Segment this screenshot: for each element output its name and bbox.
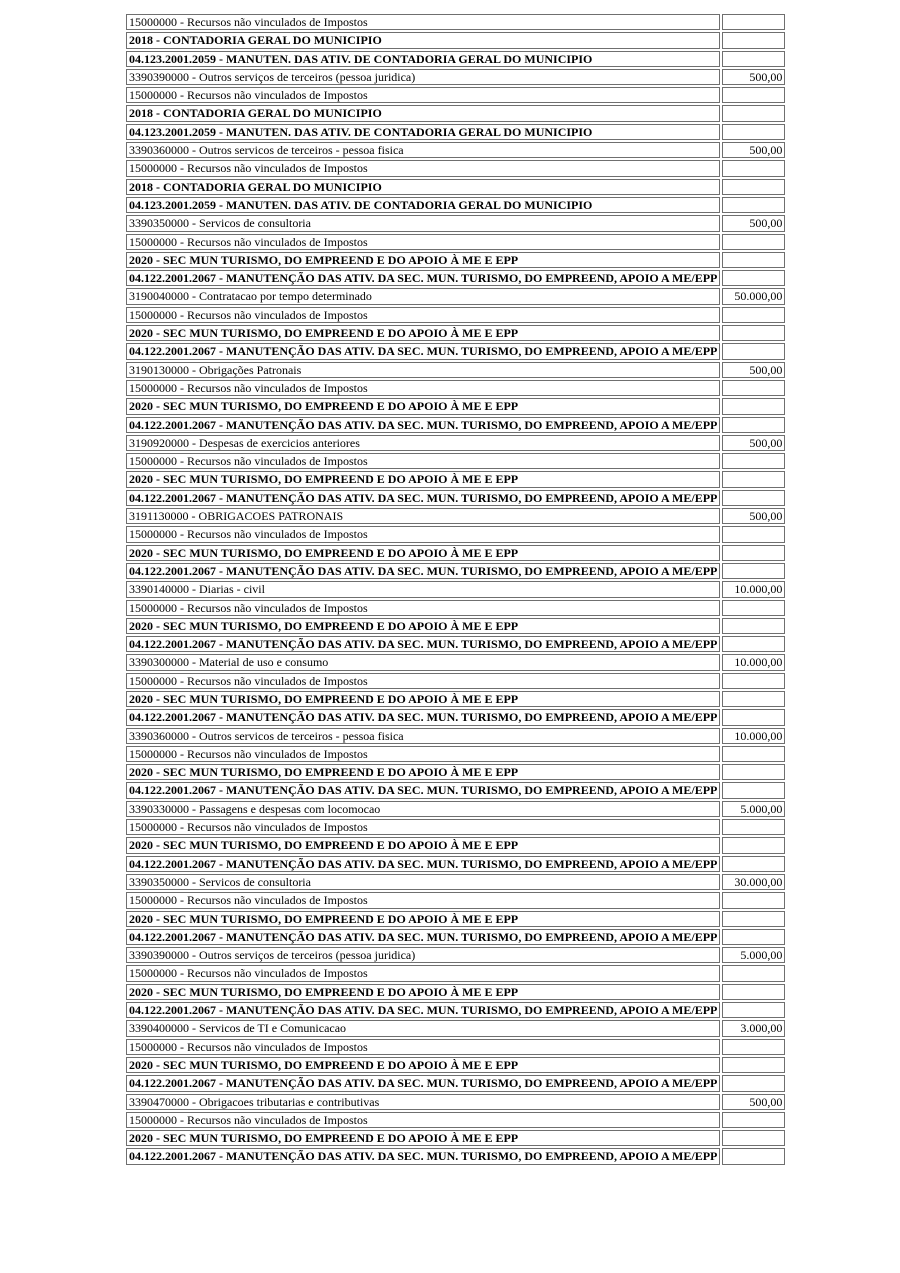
value-cell (722, 837, 785, 853)
description-cell: 2020 - SEC MUN TURISMO, DO EMPREEND E DO APOIO À ME E EPP (126, 764, 720, 780)
table-row (126, 1020, 785, 1036)
table-row-group-header (126, 398, 785, 414)
description-cell: 04.122.2001.2067 - MANUTENÇÃO DAS ATIV. DA SEC. MUN. TURISMO, DO EMPREEND, APOIO A ME/EPP (126, 1002, 720, 1018)
value-cell: 10.000,00 (722, 581, 785, 597)
table-row (126, 14, 785, 30)
description-cell: 04.122.2001.2067 - MANUTENÇÃO DAS ATIV. DA SEC. MUN. TURISMO, DO EMPREEND, APOIO A ME/EPP (126, 929, 720, 945)
value-cell (722, 709, 785, 725)
description-cell: 15000000 - Recursos não vinculados de Impostos (126, 14, 720, 30)
description-cell: 04.122.2001.2067 - MANUTENÇÃO DAS ATIV. DA SEC. MUN. TURISMO, DO EMPREEND, APOIO A ME/EPP (126, 856, 720, 872)
value-cell (722, 160, 785, 176)
table-row-group-header (126, 782, 785, 798)
table-row-group-header (126, 1057, 785, 1073)
description-cell: 04.122.2001.2067 - MANUTENÇÃO DAS ATIV. DA SEC. MUN. TURISMO, DO EMPREEND, APOIO A ME/EPP (126, 490, 720, 506)
description-cell: 15000000 - Recursos não vinculados de Impostos (126, 673, 720, 689)
table-row (126, 380, 785, 396)
value-cell (722, 1039, 785, 1055)
value-cell (722, 965, 785, 981)
table-row (126, 892, 785, 908)
table-row (126, 453, 785, 469)
value-cell (722, 307, 785, 323)
table-row (126, 1112, 785, 1128)
value-cell (722, 563, 785, 579)
description-cell: 04.123.2001.2059 - MANUTEN. DAS ATIV. DE CONTADORIA GERAL DO MUNICIPIO (126, 124, 720, 140)
value-cell (722, 618, 785, 634)
description-cell: 3390330000 - Passagens e despesas com locomocao (126, 801, 720, 817)
value-cell: 3.000,00 (722, 1020, 785, 1036)
table-row (126, 728, 785, 744)
value-cell (722, 691, 785, 707)
table-row-group-header (126, 105, 785, 121)
value-cell (722, 984, 785, 1000)
table-row-group-header (126, 417, 785, 433)
value-cell (722, 197, 785, 213)
description-cell: 15000000 - Recursos não vinculados de Impostos (126, 160, 720, 176)
description-cell: 04.122.2001.2067 - MANUTENÇÃO DAS ATIV. DA SEC. MUN. TURISMO, DO EMPREEND, APOIO A ME/EPP (126, 1075, 720, 1091)
value-cell (722, 453, 785, 469)
table-row (126, 307, 785, 323)
table-row-group-header (126, 856, 785, 872)
description-cell: 04.122.2001.2067 - MANUTENÇÃO DAS ATIV. DA SEC. MUN. TURISMO, DO EMPREEND, APOIO A ME/EPP (126, 1148, 720, 1164)
description-cell: 15000000 - Recursos não vinculados de Impostos (126, 1112, 720, 1128)
description-cell: 2020 - SEC MUN TURISMO, DO EMPREEND E DO APOIO À ME E EPP (126, 545, 720, 561)
description-cell: 3390360000 - Outros servicos de terceiros - pessoa fisica (126, 728, 720, 744)
value-cell (722, 746, 785, 762)
table-row (126, 215, 785, 231)
description-cell: 3390140000 - Diarias - civil (126, 581, 720, 597)
description-cell: 15000000 - Recursos não vinculados de Impostos (126, 965, 720, 981)
table-row-group-header (126, 764, 785, 780)
description-cell: 15000000 - Recursos não vinculados de Impostos (126, 1039, 720, 1055)
table-row (126, 69, 785, 85)
table-row (126, 965, 785, 981)
value-cell: 500,00 (722, 142, 785, 158)
table-row (126, 654, 785, 670)
table-row-group-header (126, 197, 785, 213)
value-cell: 10.000,00 (722, 728, 785, 744)
description-cell: 2020 - SEC MUN TURISMO, DO EMPREEND E DO APOIO À ME E EPP (126, 1057, 720, 1073)
value-cell: 500,00 (722, 435, 785, 451)
value-cell (722, 892, 785, 908)
value-cell (722, 325, 785, 341)
description-cell: 3191130000 - OBRIGACOES PATRONAIS (126, 508, 720, 524)
description-cell: 15000000 - Recursos não vinculados de Impostos (126, 746, 720, 762)
value-cell (722, 343, 785, 359)
table-row (126, 819, 785, 835)
table-row (126, 87, 785, 103)
description-cell: 15000000 - Recursos não vinculados de Impostos (126, 234, 720, 250)
table-row (126, 673, 785, 689)
value-cell (722, 87, 785, 103)
value-cell (722, 526, 785, 542)
description-cell: 15000000 - Recursos não vinculados de Impostos (126, 526, 720, 542)
description-cell: 2018 - CONTADORIA GERAL DO MUNICIPIO (126, 179, 720, 195)
table-row-group-header (126, 124, 785, 140)
description-cell: 3390360000 - Outros servicos de terceiros - pessoa fisica (126, 142, 720, 158)
table-row (126, 874, 785, 890)
table-row (126, 508, 785, 524)
table-row-group-header (126, 1075, 785, 1091)
value-cell: 5.000,00 (722, 801, 785, 817)
description-cell: 3390390000 - Outros serviços de terceiros (pessoa juridica) (126, 69, 720, 85)
table-row (126, 234, 785, 250)
table-row-group-header (126, 471, 785, 487)
table-row-group-header (126, 563, 785, 579)
value-cell: 30.000,00 (722, 874, 785, 890)
description-cell: 2020 - SEC MUN TURISMO, DO EMPREEND E DO APOIO À ME E EPP (126, 252, 720, 268)
description-cell: 04.123.2001.2059 - MANUTEN. DAS ATIV. DE CONTADORIA GERAL DO MUNICIPIO (126, 51, 720, 67)
value-cell (722, 380, 785, 396)
value-cell (722, 490, 785, 506)
table-row-group-header (126, 325, 785, 341)
table-row-group-header (126, 1148, 785, 1164)
description-cell: 2018 - CONTADORIA GERAL DO MUNICIPIO (126, 105, 720, 121)
table-row (126, 160, 785, 176)
table-row-group-header (126, 618, 785, 634)
value-cell (722, 1057, 785, 1073)
table-row-group-header (126, 709, 785, 725)
value-cell (722, 124, 785, 140)
value-cell (722, 1002, 785, 1018)
description-cell: 3190130000 - Obrigações Patronais (126, 362, 720, 378)
table-row (126, 600, 785, 616)
table-row-group-header (126, 691, 785, 707)
description-cell: 2020 - SEC MUN TURISMO, DO EMPREEND E DO APOIO À ME E EPP (126, 1130, 720, 1146)
table-row (126, 581, 785, 597)
description-cell: 04.122.2001.2067 - MANUTENÇÃO DAS ATIV. DA SEC. MUN. TURISMO, DO EMPREEND, APOIO A ME/EPP (126, 636, 720, 652)
description-cell: 04.122.2001.2067 - MANUTENÇÃO DAS ATIV. DA SEC. MUN. TURISMO, DO EMPREEND, APOIO A ME/EPP (126, 417, 720, 433)
description-cell: 2020 - SEC MUN TURISMO, DO EMPREEND E DO APOIO À ME E EPP (126, 837, 720, 853)
description-cell: 04.123.2001.2059 - MANUTEN. DAS ATIV. DE CONTADORIA GERAL DO MUNICIPIO (126, 197, 720, 213)
description-cell: 2020 - SEC MUN TURISMO, DO EMPREEND E DO APOIO À ME E EPP (126, 691, 720, 707)
value-cell (722, 1112, 785, 1128)
table-row-group-header (126, 252, 785, 268)
description-cell: 3390300000 - Material de uso e consumo (126, 654, 720, 670)
description-cell: 3190920000 - Despesas de exercicios anteriores (126, 435, 720, 451)
table-row-group-header (126, 32, 785, 48)
table-row (126, 435, 785, 451)
value-cell (722, 179, 785, 195)
description-cell: 3390470000 - Obrigacoes tributarias e contributivas (126, 1094, 720, 1110)
value-cell (722, 471, 785, 487)
description-cell: 15000000 - Recursos não vinculados de Impostos (126, 307, 720, 323)
table-row (126, 1094, 785, 1110)
value-cell: 500,00 (722, 1094, 785, 1110)
value-cell (722, 636, 785, 652)
value-cell (722, 764, 785, 780)
value-cell (722, 1075, 785, 1091)
description-cell: 15000000 - Recursos não vinculados de Impostos (126, 453, 720, 469)
value-cell: 50.000,00 (722, 288, 785, 304)
table-row (126, 142, 785, 158)
value-cell (722, 51, 785, 67)
table-row-group-header (126, 490, 785, 506)
table-row-group-header (126, 270, 785, 286)
value-cell (722, 32, 785, 48)
value-cell: 500,00 (722, 69, 785, 85)
table-row-group-header (126, 636, 785, 652)
table-row-group-header (126, 929, 785, 945)
value-cell (722, 600, 785, 616)
description-cell: 2020 - SEC MUN TURISMO, DO EMPREEND E DO APOIO À ME E EPP (126, 984, 720, 1000)
value-cell (722, 14, 785, 30)
value-cell (722, 105, 785, 121)
value-cell (722, 1130, 785, 1146)
value-cell: 500,00 (722, 215, 785, 231)
value-cell (722, 819, 785, 835)
description-cell: 04.122.2001.2067 - MANUTENÇÃO DAS ATIV. DA SEC. MUN. TURISMO, DO EMPREEND, APOIO A ME/EPP (126, 343, 720, 359)
value-cell (722, 545, 785, 561)
value-cell (722, 252, 785, 268)
table-row-group-header (126, 51, 785, 67)
table-row (126, 288, 785, 304)
description-cell: 3390350000 - Servicos de consultoria (126, 874, 720, 890)
table-row-group-header (126, 179, 785, 195)
description-cell: 04.122.2001.2067 - MANUTENÇÃO DAS ATIV. DA SEC. MUN. TURISMO, DO EMPREEND, APOIO A ME/EPP (126, 782, 720, 798)
description-cell: 2020 - SEC MUN TURISMO, DO EMPREEND E DO APOIO À ME E EPP (126, 471, 720, 487)
description-cell: 15000000 - Recursos não vinculados de Impostos (126, 600, 720, 616)
table-row (126, 746, 785, 762)
description-cell: 3190040000 - Contratacao por tempo determinado (126, 288, 720, 304)
description-cell: 04.122.2001.2067 - MANUTENÇÃO DAS ATIV. DA SEC. MUN. TURISMO, DO EMPREEND, APOIO A ME/EPP (126, 709, 720, 725)
value-cell: 5.000,00 (722, 947, 785, 963)
description-cell: 15000000 - Recursos não vinculados de Impostos (126, 87, 720, 103)
value-cell (722, 270, 785, 286)
description-cell: 2020 - SEC MUN TURISMO, DO EMPREEND E DO APOIO À ME E EPP (126, 911, 720, 927)
table-row (126, 362, 785, 378)
description-cell: 2020 - SEC MUN TURISMO, DO EMPREEND E DO APOIO À ME E EPP (126, 618, 720, 634)
description-cell: 3390390000 - Outros serviços de terceiros (pessoa juridica) (126, 947, 720, 963)
description-cell: 15000000 - Recursos não vinculados de Impostos (126, 819, 720, 835)
table-row-group-header (126, 837, 785, 853)
value-cell (722, 929, 785, 945)
value-cell (722, 417, 785, 433)
value-cell (722, 911, 785, 927)
table-row (126, 801, 785, 817)
description-cell: 04.122.2001.2067 - MANUTENÇÃO DAS ATIV. DA SEC. MUN. TURISMO, DO EMPREEND, APOIO A ME/EPP (126, 563, 720, 579)
description-cell: 2020 - SEC MUN TURISMO, DO EMPREEND E DO APOIO À ME E EPP (126, 325, 720, 341)
description-cell: 3390400000 - Servicos de TI e Comunicacao (126, 1020, 720, 1036)
value-cell: 500,00 (722, 362, 785, 378)
table-row (126, 1039, 785, 1055)
table-row-group-header (126, 545, 785, 561)
table-row-group-header (126, 984, 785, 1000)
budget-table (124, 12, 787, 1167)
value-cell (722, 673, 785, 689)
description-cell: 3390350000 - Servicos de consultoria (126, 215, 720, 231)
description-cell: 2020 - SEC MUN TURISMO, DO EMPREEND E DO APOIO À ME E EPP (126, 398, 720, 414)
description-cell: 15000000 - Recursos não vinculados de Impostos (126, 380, 720, 396)
description-cell: 04.122.2001.2067 - MANUTENÇÃO DAS ATIV. DA SEC. MUN. TURISMO, DO EMPREEND, APOIO A ME/EPP (126, 270, 720, 286)
budget-table-body (126, 14, 785, 1165)
value-cell: 10.000,00 (722, 654, 785, 670)
description-cell: 2018 - CONTADORIA GERAL DO MUNICIPIO (126, 32, 720, 48)
value-cell (722, 234, 785, 250)
value-cell (722, 1148, 785, 1164)
value-cell (722, 856, 785, 872)
table-row (126, 947, 785, 963)
table-row-group-header (126, 911, 785, 927)
table-row (126, 526, 785, 542)
table-row-group-header (126, 343, 785, 359)
value-cell: 500,00 (722, 508, 785, 524)
description-cell: 15000000 - Recursos não vinculados de Impostos (126, 892, 720, 908)
value-cell (722, 398, 785, 414)
table-row-group-header (126, 1002, 785, 1018)
table-row-group-header (126, 1130, 785, 1146)
value-cell (722, 782, 785, 798)
